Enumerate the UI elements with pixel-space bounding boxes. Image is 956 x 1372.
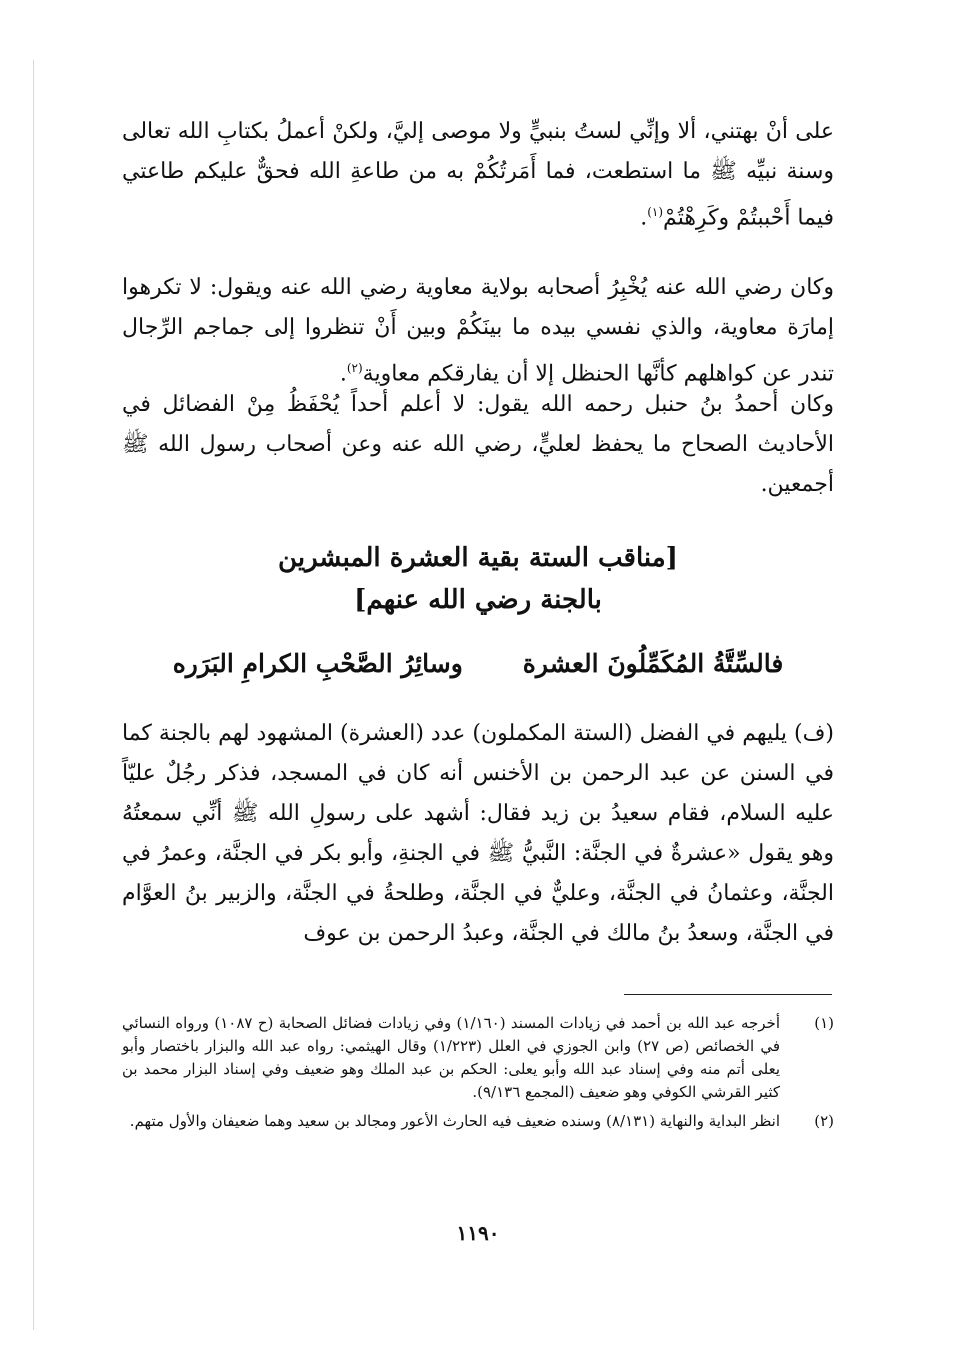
poem-verse (122, 642, 834, 686)
footnote-1 (122, 1012, 834, 1104)
paragraph-2 (122, 268, 834, 394)
paragraph-3: وكان أحمدُ بنُ حنبل رحمه الله يقول: لا أعلم أحداً يُحْفَظُ مِنْ الفضائل في الأحاديث الصحاح ما يحفظ لعليٍّ، رضي الله عنه وعن أصحاب رسول الله ﷺ أجمعين. (122, 392, 834, 497)
page-number: ١١٩٠ (456, 1221, 500, 1245)
verse-hemistich-2: وسائِرُ الصَّحْبِ الكرامِ البَرَره (172, 649, 463, 678)
footnote-number: (٢) (814, 1112, 834, 1130)
footnote-text: انظر البداية والنهاية (٨/١٣١) وسنده ضعيف فيه الحارث الأعور ومجالد بن سعيد وهما ضعيفان والأول متهم. (129, 1112, 780, 1130)
footnote-number: (١) (814, 1014, 834, 1032)
footnote-ref-2: (٢) (346, 361, 363, 375)
section-heading-line-2: بالجنة رضي الله عنهم] (354, 585, 602, 615)
paragraph-2-text: وكان رضي الله عنه يُخْبِرُ أصحابه بولاية معاوية رضي الله عنه ويقول: لا تكرهوا إمارَة معاوية، والذي نفسي بيده ما بينَكُمْ وبين أَنْ تنظروا إلى جماجم الرِّجال تندر عن كواهلهم كأنَّها الحنظل إلا أن يفارقكم معاوية (122, 275, 834, 387)
paragraph-1-text: على أنْ بهتني، ألا وإنِّي لستُ بنبيٍّ ولا موصى إليَّ، ولكنْ أعملُ بكتابِ الله تعالى وسنة نبيِّه ﷺ ما استطعت، فما أَمَرتُكُمْ به من طاعةِ الله فحقٌّ عليكم طاعتي فيما أَحْببتُمْ وكَرِهْتُمْ (122, 119, 834, 231)
footnotes-list (122, 1012, 834, 1139)
paragraph-1-end: . (640, 205, 648, 231)
commentary-paragraph: (ف) يليهم في الفضل (الستة المكملون) عدد (العشرة) المشهود لهم بالجنة كما في السنن عن عبد الرحمن بن الأخنس أنه كان في المسجد، فذكر رجُلٌ عليّاً عليه السلام، فقام سعيدُ بن زيد فقال: أشهد على رسولِ الله ﷺ أنِّي سمعتُهُ وهو يقول «عشرةٌ في الجنَّة: النَّبيُّ ﷺ في الجنةِ، وأبو بكر في الجنَّة، وعمرُ في الجنَّة، وعثمانُ في الجنَّة، وعليٌّ في الجنَّة، وطلحةُ في الجنَّة، والزبير بنُ العوَّام في الجنَّة، وسعدُ بنُ مالك في الجنَّة، وعبدُ الرحمن بن عوف (122, 721, 834, 946)
paragraph-1 (122, 112, 834, 238)
paragraph-2-end: . (339, 361, 347, 387)
footnote-ref-1: (١) (647, 205, 664, 219)
footnote-separator (624, 994, 832, 995)
footnote-text: أخرجه عبد الله بن أحمد في زيادات المسند (١/١٦٠) وفي زيادات فضائل الصحابة (ح ١٠٨٧) ورواه النسائي في الخصائص (ص ٢٧) وابن الجوزي في العلل (١/٢٢٣) وقال الهيثمي: رواه عبد الله والبزار باختصار وأبو يعلى أتم منه وفي إسناد عبد الله وأبو يعلى: الحكم بن عبد الملك وهو ضعيف وفي إسناد البزار محمد بن كثير القرشي الكوفي وهو ضعيف (المجمع ٩/١٣٦). (122, 1014, 780, 1101)
verse-hemistich-1: فالسِّتَّةُ المُكَمِّلُونَ العشرة (522, 649, 784, 678)
page-edge-line (33, 60, 34, 1330)
footnote-2 (122, 1110, 834, 1133)
section-heading-line-1: [مناقب الستة بقية العشرة المبشرين (278, 543, 678, 573)
